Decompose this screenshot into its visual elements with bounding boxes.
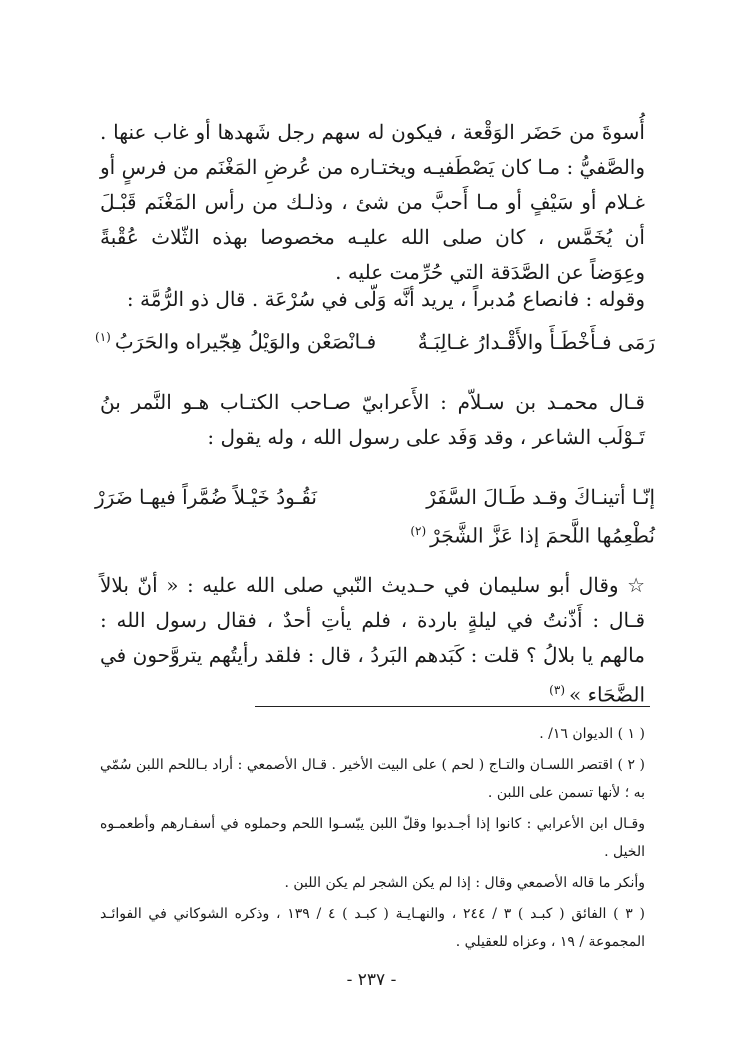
footnote-1: ( ١ ) الديوان ١٦/ . [539,726,645,742]
paragraph-safi: أُسوةَ من حَضَر الوَقْعة ، فيكون له سهم رجل شَهدها أو غاب عنها . والصَّفيُّ : مـا كان يَصْطَفيـه ويختـاره من عُرضِ المَغْنَم من فرسٍ أو غـلام أو سَيْفٍ أو مـا أَحبَّ من شئ ، وذلـك من رأس المَغْنَم قَبْـلَ أن يُخَمَّس ، كان صلى الله عليـه مخصوصا بهذه الثّلاث عُقْبةً وعِوَضاً عن الصَّدَقة التي حُرِّمت عليه . [100,120,645,284]
verse-first-hemistich: إنّـا أتينـاكَ وقـد طَـالَ السَّفَرْ [426,485,655,509]
footnote-3: ( ٣ ) الفائق ( كبـد ) ٣ / ٢٤٤ ، والنهـايـة ( كبـد ) ٤ / ١٣٩ ، وذكره الشوكاني في الفوائـد المجموعة / ١٩ ، وعزاه للعقيلي . [100,906,645,950]
verse-first-hemistich: رَمَى فـأَخْطَـأَ والأَقْـدارُ غـالِبَـةٌ [417,329,655,354]
footnote-2-continued: وقـال ابن الأعرابي : كانوا إذا أجـدبوا وقلّ اللبن يبّسـوا اللحم وحملوه في أسفـارهم وأطعمـوه الخيل . [100,816,645,860]
footnote-marker-3: (٣) [549,683,565,697]
verse-second-hemistich: نَقُـودُ خَيْـلاً ضُمَّراً فيهـا ضَرَرْ [95,485,317,509]
footnote-marker-2: (٢) [410,524,427,538]
footnote-marker-1: (١) [95,330,111,344]
footnote-2-continued: وأنكر ما قاله الأصمعي وقال : إذا لم يكن الشجر لم يكن اللبن . [284,875,645,891]
footnotes [100,720,645,959]
verse-line-2: نُطْعِمُها اللَّحمَ إذا عَزَّ الشَّجَرْ$^{(٢)}$ [410,523,655,548]
paragraph-fansaa: وقوله : فانصاع مُدبراً ، يريد أنَّه وَلّى في سُرْعَة . قال ذو الرُّمَّة : [126,287,645,311]
verse-second-hemistich: فـانْصَعْن والوَيْلُ هِجّيراه والحَرَبُ$^{(١)}$ [95,329,377,354]
verse-line-1 [95,480,655,514]
paragraph-bilal-hadith: ☆ وقال أبو سليمان في حـديث النّبي صلى الله عليه : « أنّ بلالاً قـال : أَذّنتُ في ليلةٍ باردة ، فلم يأتِ أحدٌ ، فقال رسول الله : مالهم يا بلالُ ؟ قلت : كَبَدهم البَردُ ، قال : فلقد رأيتُهم يتروَّحون في الضَّحَاء »$^{(٣)}$ [100,573,645,707]
footnote-2: ( ٢ ) اقتصر اللسـان والتـاج ( لحم ) على البيت الأخير . قـال الأصمعي : أراد بـاللحم اللبن سُمّي به ؛ لأنها تسمن على اللبن . [100,757,646,801]
poem-verse-namir [95,480,655,553]
footnote-divider [255,706,650,707]
poem-verse-dhu-rumma [95,320,655,359]
paragraph-ibn-sallam: قـال محمـد بن سـلاّم : الأَعرابيّ صـاحب الكتـاب هـو النَّمر بنُ تَـوْلَب الشاعر ، وقد وَفَد على رسول الله ، وله يقول : [100,390,645,449]
page-number: - ٢٣٧ - [346,970,397,990]
